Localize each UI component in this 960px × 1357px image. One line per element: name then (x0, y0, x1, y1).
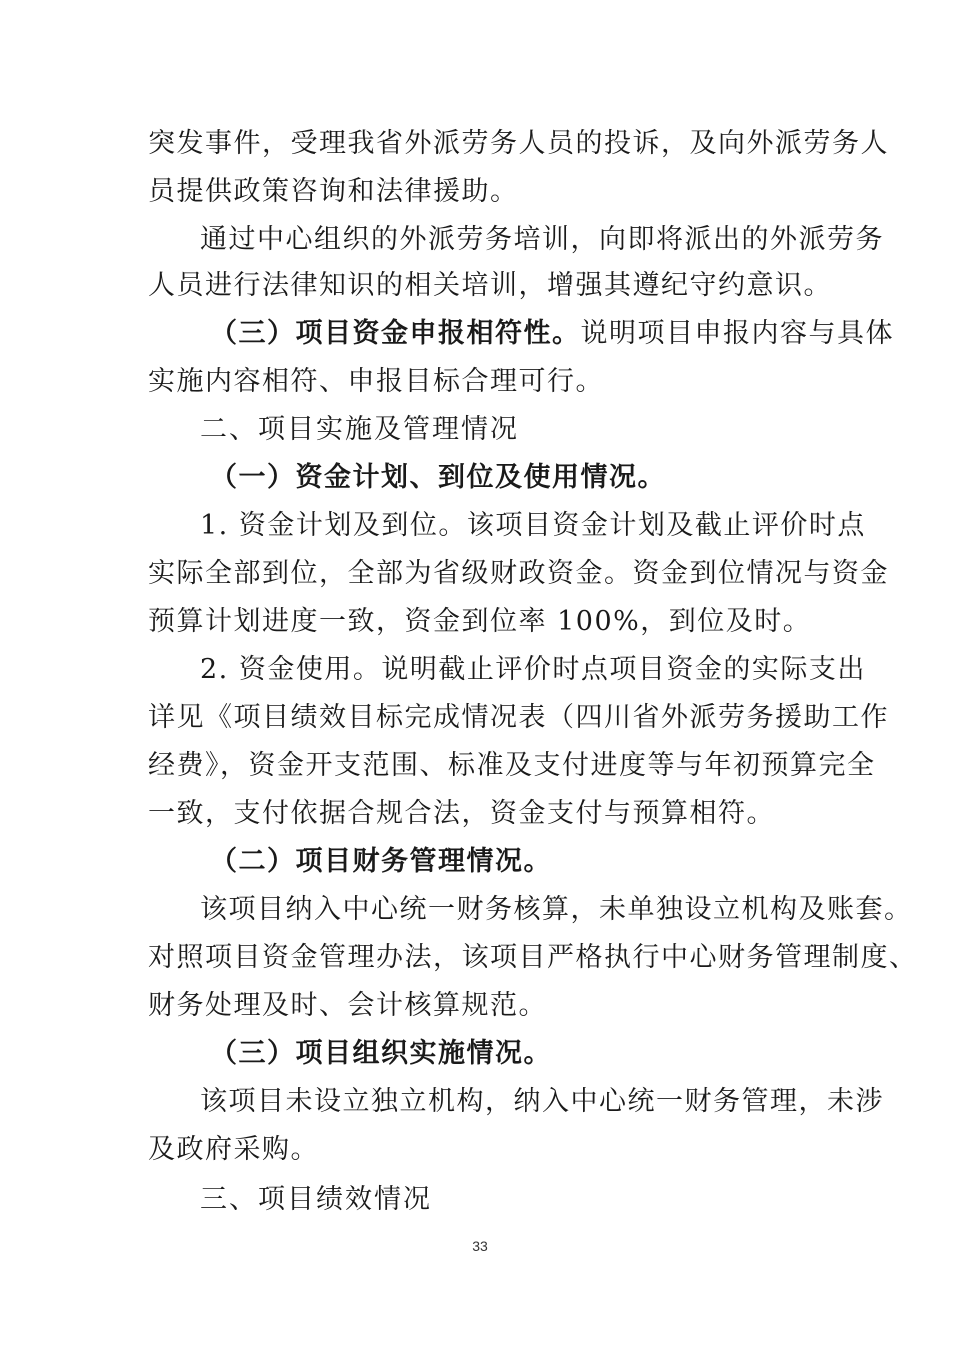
paragraph-first-line: 该项目未设立独立机构，纳入中心统一财务管理，未涉 (200, 1086, 884, 1117)
page-number: 33 (472, 1238, 488, 1254)
paragraph-first-line (0, 314, 960, 354)
subsection-heading: （二）项目财务管理情况。 (210, 846, 552, 877)
section-heading: 三、项目绩效情况 (200, 1184, 432, 1215)
subsection-heading: （三）项目组织实施情况。 (210, 1038, 552, 1069)
body-text: 说明项目申报内容与具体 (580, 318, 894, 349)
body-line: 员提供政策咨询和法律援助。 (148, 176, 519, 207)
body-line: 对照项目资金管理办法，该项目严格执行中心财务管理制度、 (148, 942, 918, 973)
body-line: 财务处理及时、会计核算规范。 (148, 990, 547, 1021)
body-line: 预算计划进度一致，资金到位率 100%，到位及时。 (148, 606, 812, 637)
body-line: 详见《项目绩效目标完成情况表（四川省外派劳务援助工作 (148, 702, 889, 733)
paragraph-first-line: 2. 资金使用。说明截止评价时点项目资金的实际支出 (200, 654, 866, 685)
body-line: 一致，支付依据合规合法，资金支付与预算相符。 (148, 798, 775, 829)
body-line: 及政府采购。 (148, 1134, 319, 1165)
body-line: 经费》，资金开支范围、标准及支付进度等与年初预算完全 (148, 750, 876, 781)
paragraph-first-line: 该项目纳入中心统一财务核算，未单独设立机构及账套。 (200, 894, 913, 925)
paragraph-first-line: 通过中心组织的外派劳务培训，向即将派出的外派劳务 (200, 224, 884, 255)
body-line: 人员进行法律知识的相关培训，增强其遵纪守约意识。 (148, 270, 832, 301)
subsection-heading: （一）资金计划、到位及使用情况。 (210, 462, 666, 493)
paragraph-first-line: 1. 资金计划及到位。该项目资金计划及截止评价时点 (200, 510, 866, 541)
section-heading: 二、项目实施及管理情况 (200, 414, 519, 445)
body-line: 实施内容相符、申报目标合理可行。 (148, 366, 604, 397)
body-line: 突发事件，受理我省外派劳务人员的投诉，及向外派劳务人 (148, 128, 889, 159)
section-heading-inline: （三）项目资金申报相符性。 (210, 318, 581, 349)
body-line: 实际全部到位，全部为省级财政资金。资金到位情况与资金 (148, 558, 889, 589)
